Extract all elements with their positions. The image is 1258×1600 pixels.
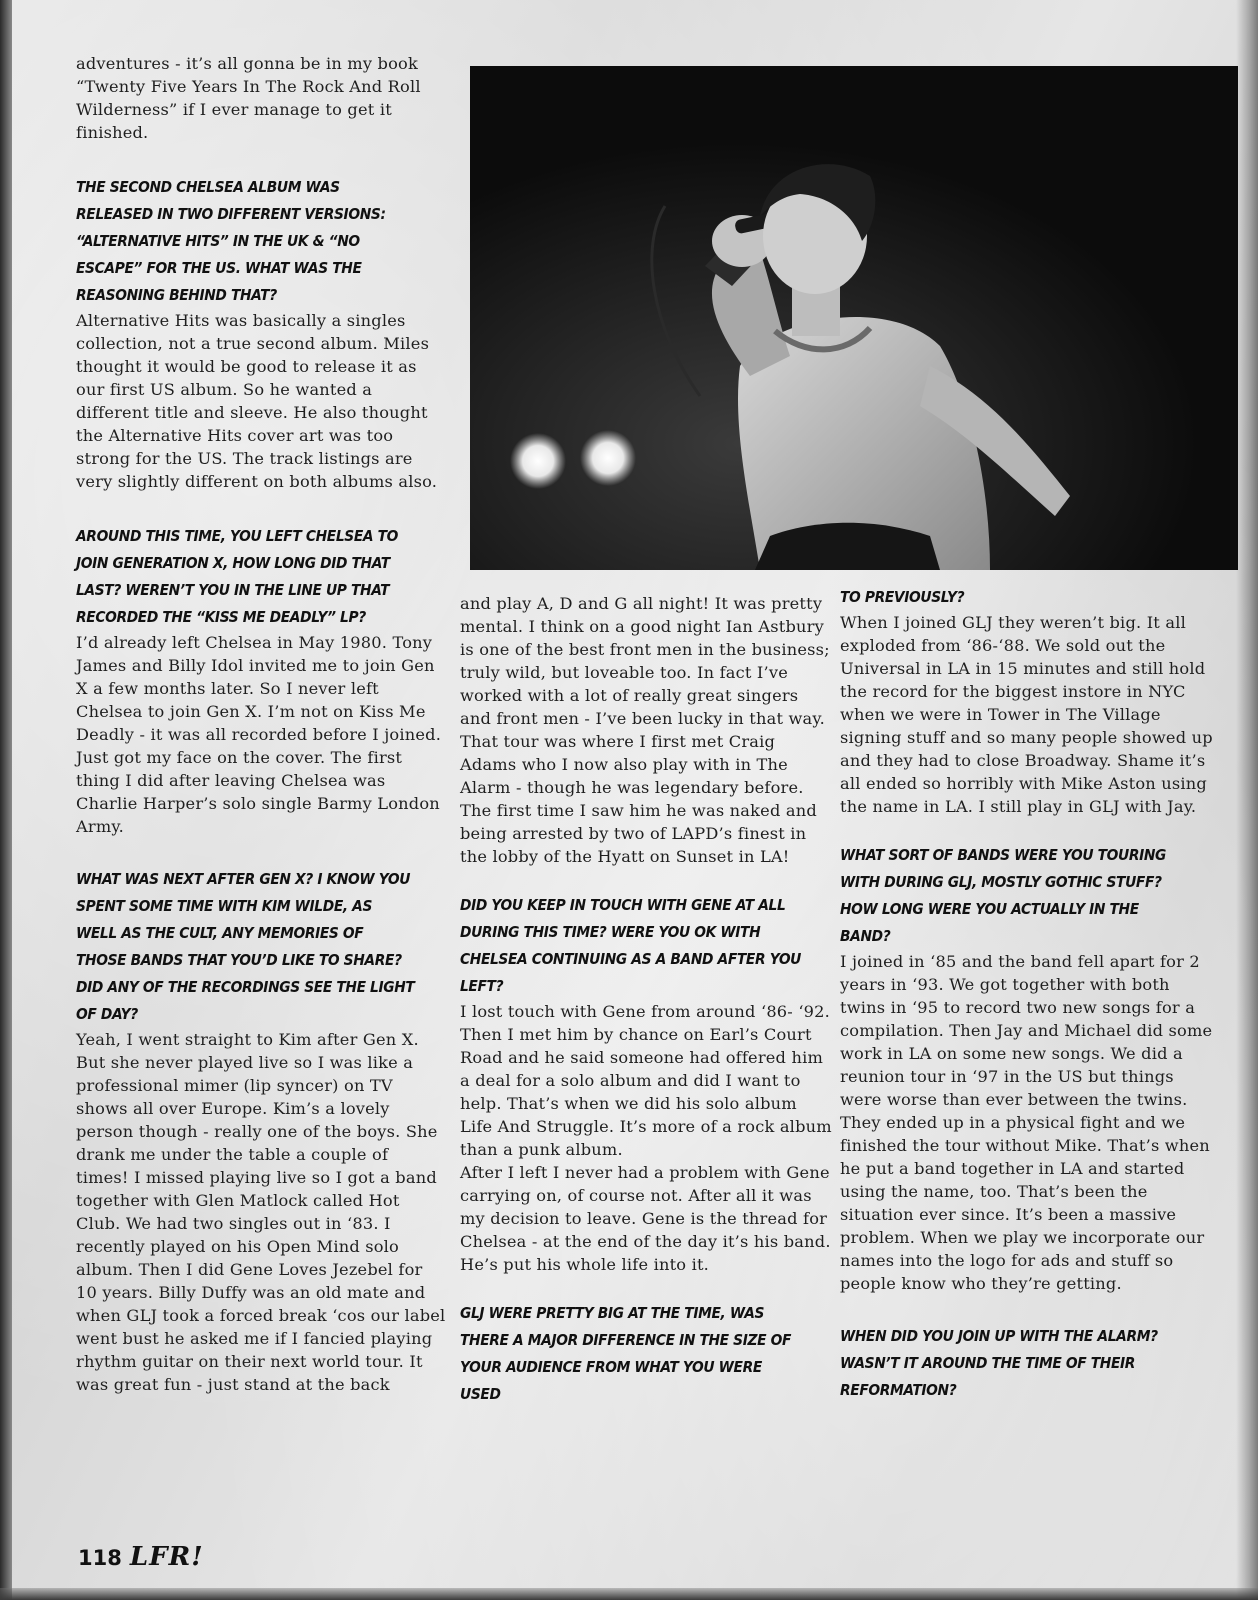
bottom-page-edge [0,1588,1258,1600]
column-3 [840,584,1220,1404]
column-2 [460,592,832,1408]
intro-paragraph: adventures - it’s all gonna be in my book “Twenty Five Years In The Rock And Roll Wilderness” if I ever manage to get it finished. [76,54,421,142]
answer-6: I joined in ‘85 and the band fell apart for 2 years in ‘93. We got together with both twins in ‘95 to record two new songs for a compilation. Then Jay and Michael did some work in LA on some new songs. We did a reunion tour in ‘97 in the US but things were worse than ever between the twins. They ended up in a physical fight and we finished the tour without Mike. That’s when he put a band together in LA and started using the name, too. That’s been the situation ever since. It’s been a massive problem. When we play we incorporate our names into the logo for ads and stuff so people know who they’re getting. [840,952,1213,1293]
question-6: WHAT SORT OF BANDS WERE YOU TOURING WITH DURING GLJ, MOSTLY GOTHIC STUFF? HOW LONG WERE YOU ACTUALLY IN THE BAND? [840,846,1167,945]
concert-photo [470,66,1238,570]
binding-shadow [1236,0,1258,1600]
answer-1: Alternative Hits was basically a singles collection, not a true second album. Miles thought it would be good to release it as our first US album. So he wanted a different title and sleeve. He also thought the Alternative Hits cover art was too strong for the US. The track listings are very slightly different on both albums also. [76,311,438,491]
answer-2: I’d already left Chelsea in May 1980. Tony James and Billy Idol invited me to join Gen X a few months later. So I never left Chelsea to join Gen X. I’m not on Kiss Me Deadly - it was all recorded before I joined. Just got my face on the cover. The first thing I did after leaving Chelsea was Charlie Harper’s solo single Barmy London Army. [76,633,442,836]
question-5: GLJ WERE PRETTY BIG AT THE TIME, WAS THERE A MAJOR DIFFERENCE IN THE SIZE OF YOUR AUDIENCE FROM WHAT YOU WERE USED [460,1304,792,1403]
question-4: DID YOU KEEP IN TOUCH WITH GENE AT ALL DURING THIS TIME? WERE YOU OK WITH CHELSEA CONTINUING AS A BAND AFTER YOU LEFT? [460,896,802,995]
page-number: 118 [78,1546,122,1570]
question-3: WHAT WAS NEXT AFTER GEN X? I KNOW YOU SPENT SOME TIME WITH KIM WILDE, AS WELL AS THE CULT, ANY MEMORIES OF THOSE BANDS THAT YOU’D LIKE TO SHARE? DID ANY OF THE RECORDINGS SEE THE LIGHT OF DAY? [76,870,415,1023]
singer-photo-illustration [470,66,1238,570]
question-2: AROUND THIS TIME, YOU LEFT CHELSEA TO JOIN GENERATION X, HOW LONG DID THAT LAST? WEREN’T YOU IN THE LINE UP THAT RECORDED THE “KISS ME DEADLY” LP? [76,527,399,626]
question-1: THE SECOND CHELSEA ALBUM WAS RELEASED IN TWO DIFFERENT VERSIONS: “ALTERNATIVE HITS” IN THE UK & “NO ESCAPE” FOR THE US. WHAT WAS THE REASONING BEHIND THAT? [76,178,386,304]
column-1 [76,52,446,1396]
answer-5: When I joined GLJ they weren’t big. It all exploded from ‘86-‘88. We sold out the Universal in LA in 15 minutes and still hold the record for the biggest instore in NYC when we were in Tower in The Village signing stuff and so many people showed up and they had to close Broadway. Shame it’s all ended so horribly with Mike Aston using the name in LA. I still play in GLJ with Jay. [840,613,1213,816]
question-7: WHEN DID YOU JOIN UP WITH THE ALARM? WASN’T IT AROUND THE TIME OF THEIR REFORMATION? [840,1327,1158,1399]
question-5-continued: TO PREVIOUSLY? [840,588,965,606]
magazine-logo: LFR! [129,1542,204,1572]
answer-4-part-1: I lost touch with Gene from around ‘86- ‘92. Then I met him by chance on Earl’s Court Road and he said someone had offered him a deal for a solo album and did I want to help. That’s when we did his solo album Life And Struggle. It’s more of a rock album than a punk album. [460,1002,832,1159]
answer-4-part-2: After I left I never had a problem with Gene carrying on, of course not. After all it was my decision to leave. Gene is the thread for Chelsea - at the end of the day it’s his band. He’s put his whole life into it. [460,1163,831,1274]
answer-3: Yeah, I went straight to Kim after Gen X. But she never played live so I was like a professional mimer (lip syncer) on TV shows all over Europe. Kim’s a lovely person though - really one of the boys. She drank me under the table a couple of times! I missed playing live so I got a band together with Glen Matlock called Hot Club. We had two singles out in ‘83. I recently played on his Open Mind solo album. Then I did Gene Loves Jezebel for 10 years. Billy Duffy was an old mate and when GLJ took a forced break ‘cos our label went bust he asked me if I fancied playing rhythm guitar on their next world tour. It was great fun - just stand at the back [76,1030,446,1394]
page-footer [78,1542,204,1572]
answer-3-continued: and play A, D and G all night! It was pretty mental. I think on a good night Ian Astbury is one of the best front men in the business; truly wild, but loveable too. In fact I’ve worked with a lot of really great singers and front men - I’ve been lucky in that way. That tour was where I first met Craig Adams who I now also play with in The Alarm - though he was legendary before. The first time I saw him he was naked and being arrested by two of LAPD’s finest in the lobby of the Hyatt on Sunset in LA! [460,594,830,866]
left-page-edge [0,0,12,1600]
